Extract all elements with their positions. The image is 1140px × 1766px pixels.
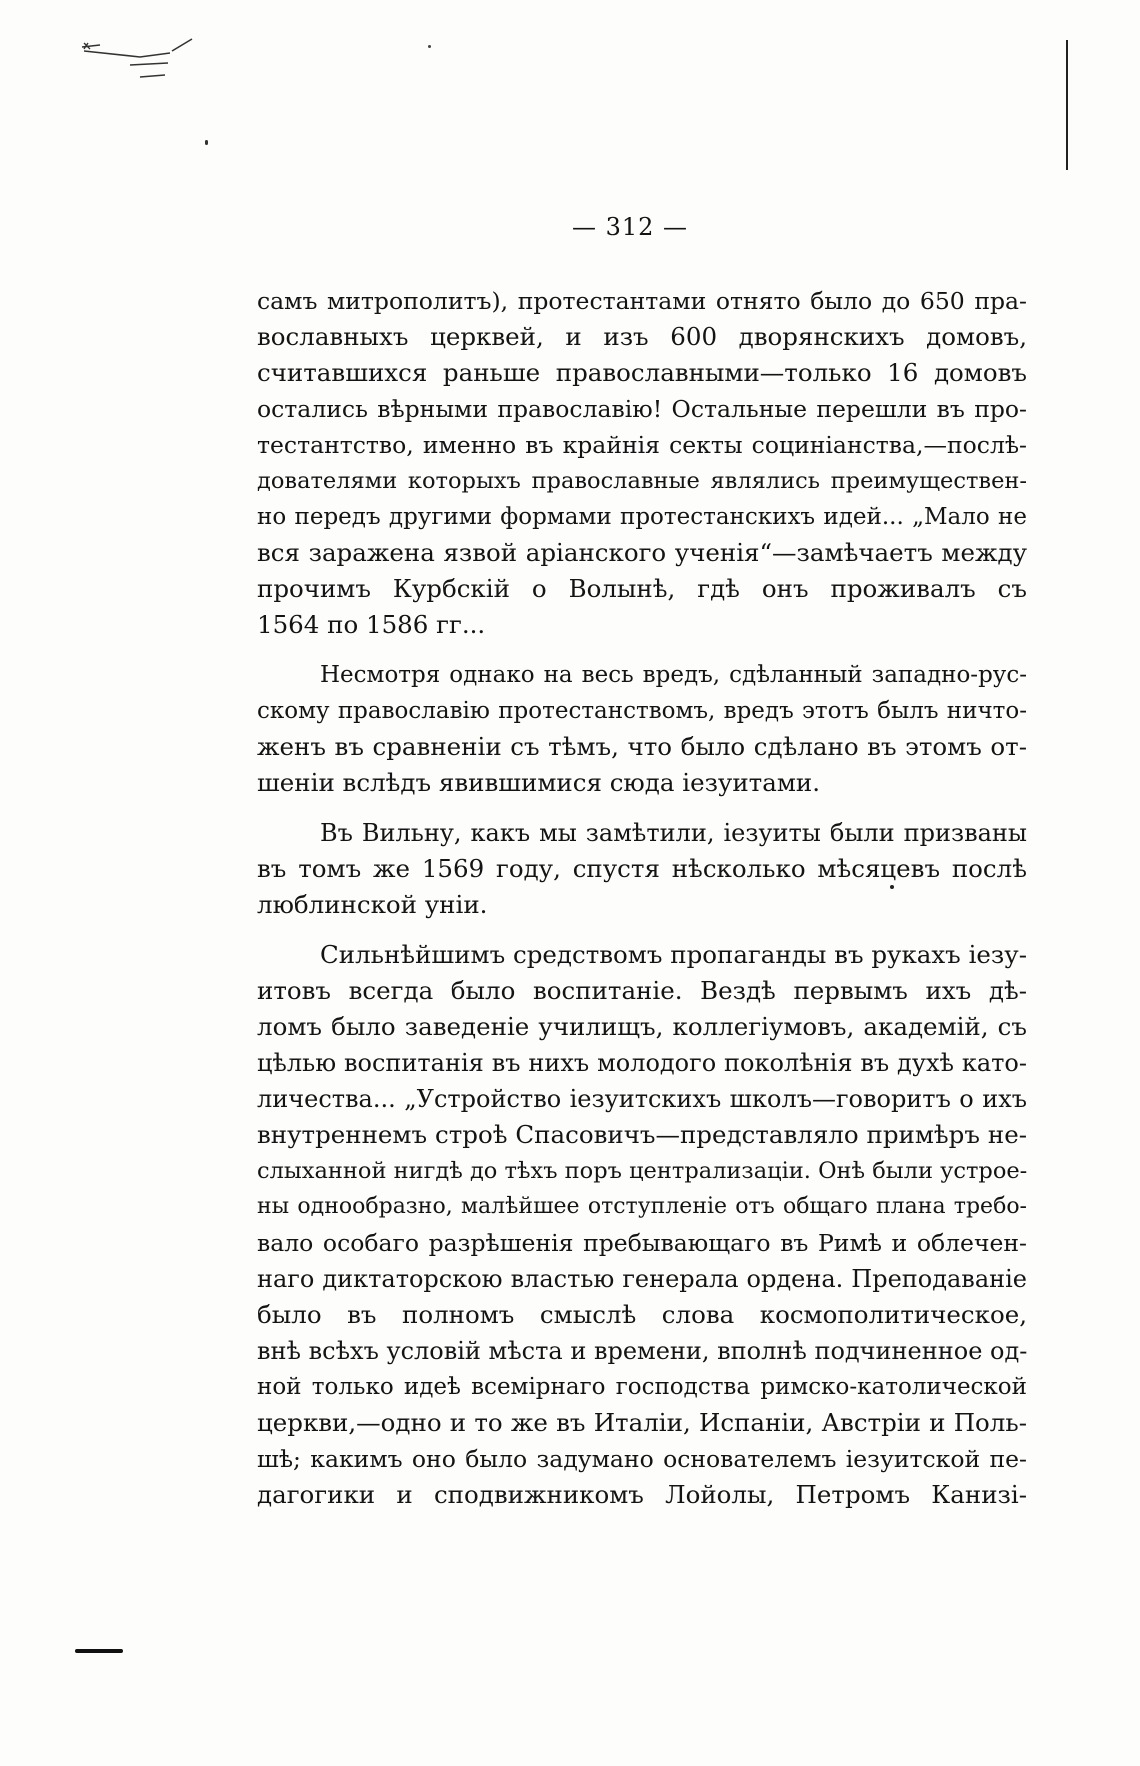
text-line: остались вѣрными православію! Остальные перешли въ про- [257, 395, 1027, 423]
text-line: цѣлью воспитанія въ нихъ молодого поколѣнія въ духѣ като- [257, 1049, 1027, 1077]
text-line: 1564 по 1586 гг... [257, 610, 486, 639]
text-line: женъ въ сравненіи съ тѣмъ, что было сдѣлано въ этомъ от- [257, 732, 1027, 761]
text-line: дагогики и сподвижникомъ Лойолы, Петромъ Канизі- [257, 1480, 1027, 1509]
text-line: но передъ другими формами протестанскихъ идей... „Мало не [257, 504, 1027, 530]
scan-smudge-mark [80, 35, 195, 85]
text-line: слыханной нигдѣ до тѣхъ поръ централизаціи. Онѣ были устрое- [257, 1158, 1027, 1184]
text-line: тестантство, именно въ крайнія секты социніанства,—послѣ- [257, 431, 1027, 459]
text-line: прочимъ Курбскій о Волынѣ, гдѣ онъ проживалъ съ [257, 574, 1027, 603]
text-line: было въ полномъ смыслѣ слова космополитическое, [257, 1300, 1027, 1329]
text-line: люблинской уніи. [257, 890, 488, 919]
text-line: внѣ всѣхъ условій мѣста и времени, вполнѣ подчиненное од- [257, 1337, 1027, 1365]
text-line: Въ Вильну, какъ мы замѣтили, іезуиты были призваны [320, 819, 1027, 847]
text-line: шеніи вслѣдъ явившимися сюда іезуитами. [257, 768, 821, 797]
text-line: считавшихся раньше православными—только 16 домовъ [257, 358, 1027, 387]
text-line: ломъ было заведеніе училищъ, коллегіумовъ, академій, съ [257, 1012, 1027, 1041]
scan-speck [205, 140, 208, 145]
text-line: Несмотря однако на весь вредъ, сдѣланный западно-рус- [320, 662, 1027, 688]
text-line: внутреннемъ строѣ Спасовичъ—представляло примѣръ не- [257, 1120, 1027, 1149]
text-line: Сильнѣйшимъ средствомъ пропаганды въ рукахъ іезу- [320, 940, 1027, 969]
page-number: — 312 — [571, 213, 689, 241]
text-line: церкви,—одно и то же въ Италіи, Испаніи, Австріи и Поль- [257, 1408, 1027, 1437]
text-line: вало особаго разрѣшенія пребывающаго въ Римѣ и облечен- [257, 1229, 1027, 1257]
text-line: скому православію протестанствомъ, вредъ этотъ былъ ничто- [257, 698, 1027, 724]
text-line: личества... „Устройство іезуитскихъ школъ—говоритъ о ихъ [257, 1085, 1027, 1113]
text-line: самъ митрополитъ), протестантами отнято было до 650 пра- [257, 287, 1027, 315]
text-line: въ томъ же 1569 году, спустя нѣсколько мѣсяцевъ послѣ [257, 854, 1027, 883]
text-line: вся заражена язвой аріанского ученія“—замѣчаетъ между [257, 538, 1027, 567]
text-line: ной только идеѣ всемірнаго господства римско-католической [257, 1374, 1027, 1400]
body-text [257, 283, 1027, 1513]
text-line: вославныхъ церквей, и изъ 600 дворянскихъ домовъ, [257, 322, 1027, 351]
scan-speck [428, 45, 431, 48]
scan-dash-mark [75, 1649, 123, 1653]
text-line: итовъ всегда было воспитаніе. Вездѣ первымъ ихъ дѣ- [257, 976, 1027, 1005]
text-line: наго диктаторскою властью генерала ордена. Преподаваніе [257, 1265, 1027, 1293]
text-line: дователями которыхъ православные являлись преимуществен- [257, 468, 1027, 494]
text-line: шѣ; какимъ оно было задумано основателемъ іезуитской пе- [257, 1445, 1027, 1473]
scan-edge-line [1066, 40, 1068, 170]
text-line: ны однообразно, малѣйшее отступленіе отъ общаго плана требо- [257, 1194, 1027, 1219]
